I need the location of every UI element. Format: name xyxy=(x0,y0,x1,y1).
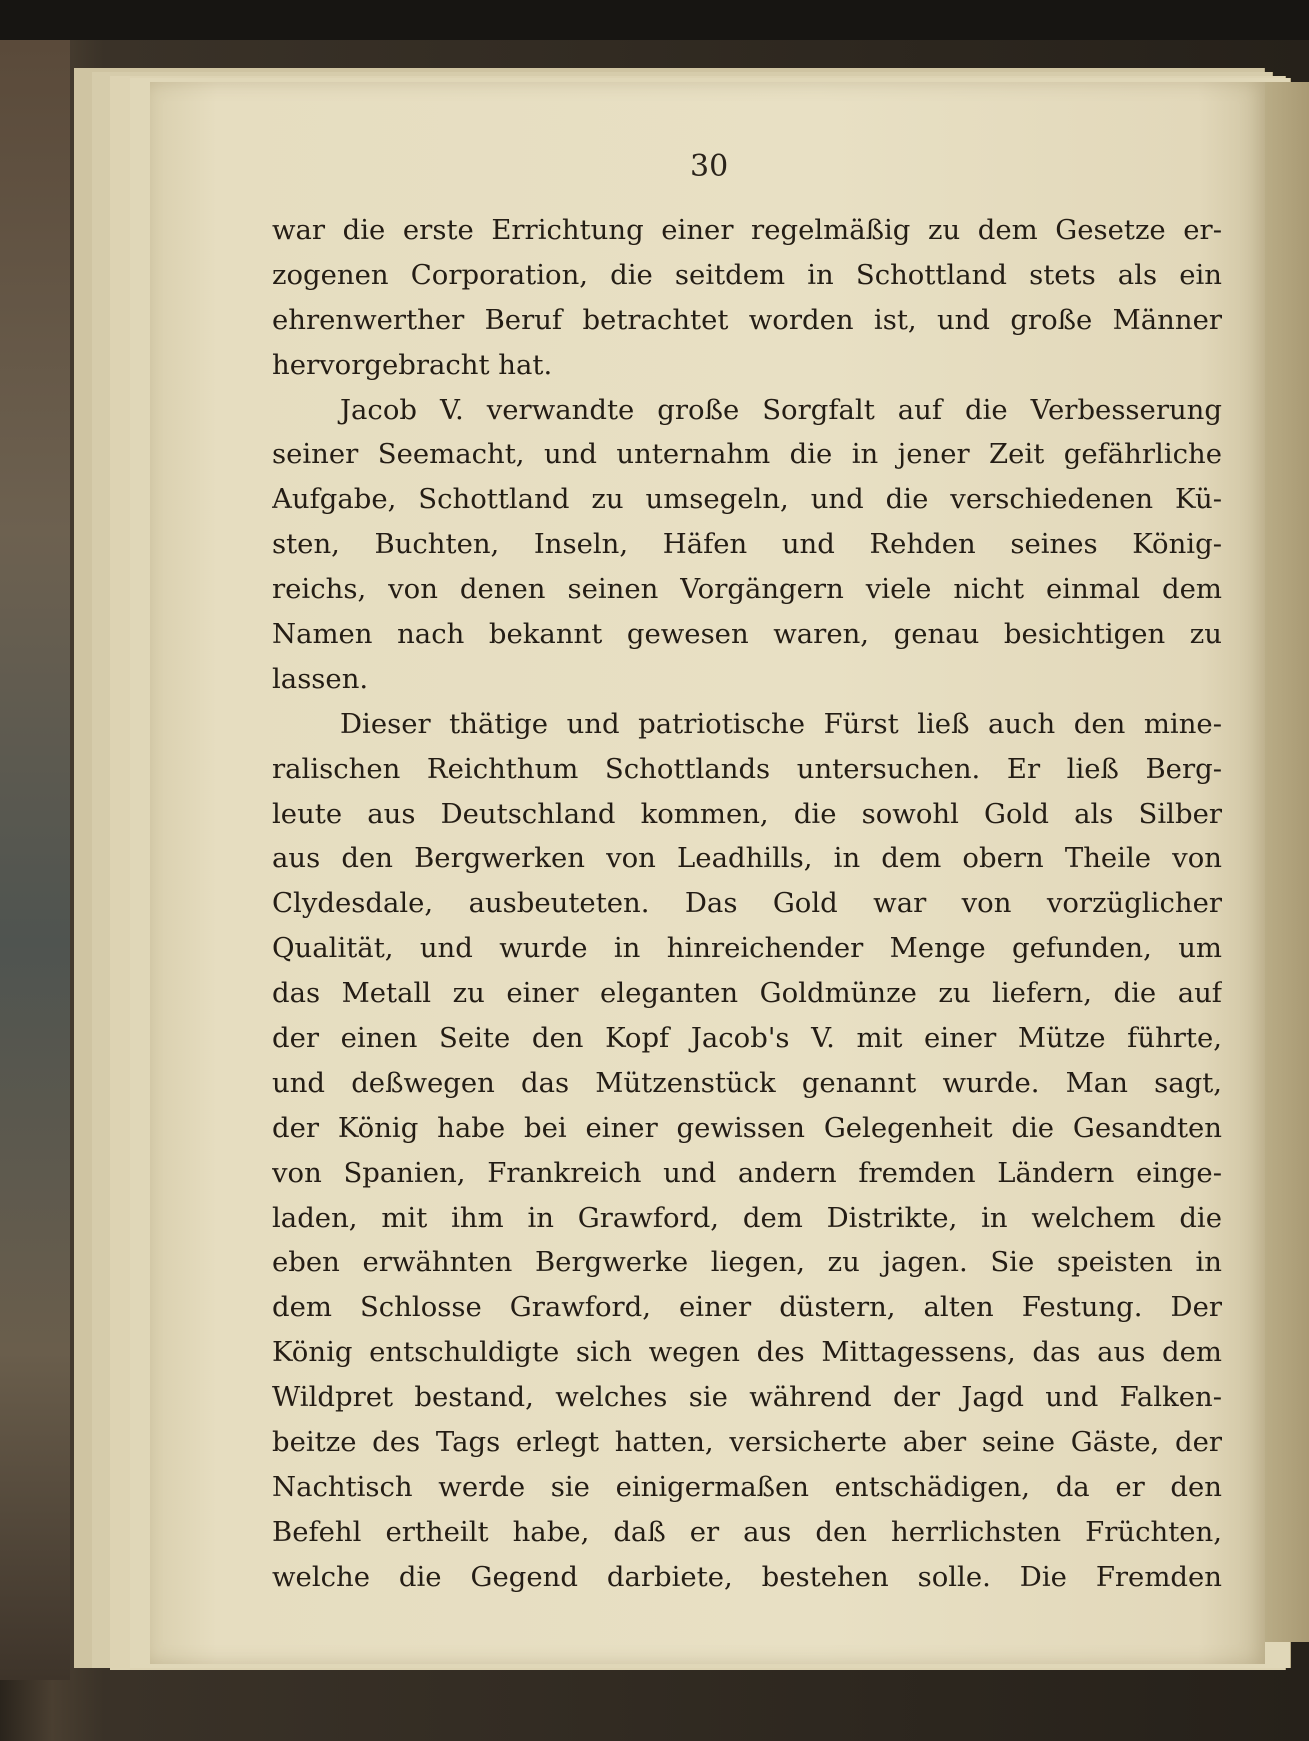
text-line: das Metall zu einer eleganten Goldmünze zu liefern, die auf xyxy=(272,977,1222,1010)
text-line: beitze des Tags erlegt hatten, versicherte aber seine Gäste, der xyxy=(272,1426,1222,1459)
text-line: leute aus Deutschland kommen, die sowohl Gold als Silber xyxy=(272,797,1222,830)
text-line: lassen. xyxy=(272,662,369,695)
text-line: sten, Buchten, Inseln, Häfen und Rehden seines König- xyxy=(272,528,1222,561)
text-line: der König habe bei einer gewissen Gelegenheit die Gesandten xyxy=(272,1111,1222,1144)
text-line: Dieser thätige und patriotische Fürst ließ auch den mine- xyxy=(340,707,1222,740)
text-line: zogenen Corporation, die seitdem in Schottland stets als ein xyxy=(272,258,1222,291)
text-line: und deßwegen das Mützenstück genannt wurde. Man sagt, xyxy=(272,1066,1222,1099)
text-line: dem Schlosse Grawford, einer düstern, alten Festung. Der xyxy=(272,1291,1222,1324)
page-number: 30 xyxy=(690,149,729,184)
text-line: Namen nach bekannt gewesen waren, genau besichtigen zu xyxy=(272,618,1222,651)
text-line: laden, mit ihm in Grawford, dem Distrikte, in welchem die xyxy=(272,1201,1222,1234)
text-line: Nachtisch werde sie einigermaßen entschädigen, da er den xyxy=(272,1470,1222,1503)
text-line: von Spanien, Frankreich und andern fremden Ländern einge- xyxy=(272,1156,1222,1189)
book-spine-binding xyxy=(0,40,70,1680)
text-line: seiner Seemacht, und unternahm die in jener Zeit gefährliche xyxy=(272,438,1222,471)
text-line: hervorgebracht hat. xyxy=(272,348,553,381)
text-line: reichs, von denen seinen Vorgängern viele nicht einmal dem xyxy=(272,573,1222,606)
text-line: Qualität, und wurde in hinreichender Menge gefunden, um xyxy=(272,932,1222,965)
text-line: Aufgabe, Schottland zu umsegeln, und die verschiedenen Kü- xyxy=(272,483,1222,516)
text-line: Clydesdale, ausbeuteten. Das Gold war von vorzüglicher xyxy=(272,887,1222,920)
text-line: war die erste Errichtung einer regelmäßig zu dem Gesetze er- xyxy=(272,214,1222,246)
text-line: Jacob V. verwandte große Sorgfalt auf die Verbesserung xyxy=(340,393,1222,426)
text-line: welche die Gegend darbiete, bestehen solle. Die Fremden xyxy=(272,1560,1222,1593)
text-line: König entschuldigte sich wegen des Mittagessens, das aus dem xyxy=(272,1336,1222,1369)
facing-page-edge xyxy=(1265,82,1309,1642)
page-text-block xyxy=(272,208,1222,1600)
text-line: ehrenwerther Beruf betrachtet worden ist, und große Männer xyxy=(272,303,1222,336)
text-line: ralischen Reichthum Schottlands untersuchen. Er ließ Berg- xyxy=(272,752,1222,785)
text-line: aus den Bergwerken von Leadhills, in dem obern Theile von xyxy=(272,842,1222,875)
text-line: der einen Seite den Kopf Jacob's V. mit einer Mütze führte, xyxy=(272,1022,1222,1055)
text-line: eben erwähnten Bergwerke liegen, zu jagen. Sie speisten in xyxy=(272,1246,1222,1279)
text-line: Wildpret bestand, welches sie während der Jagd und Falken- xyxy=(272,1381,1222,1414)
text-line: Befehl ertheilt habe, daß er aus den herrlichsten Früchten, xyxy=(272,1515,1222,1548)
